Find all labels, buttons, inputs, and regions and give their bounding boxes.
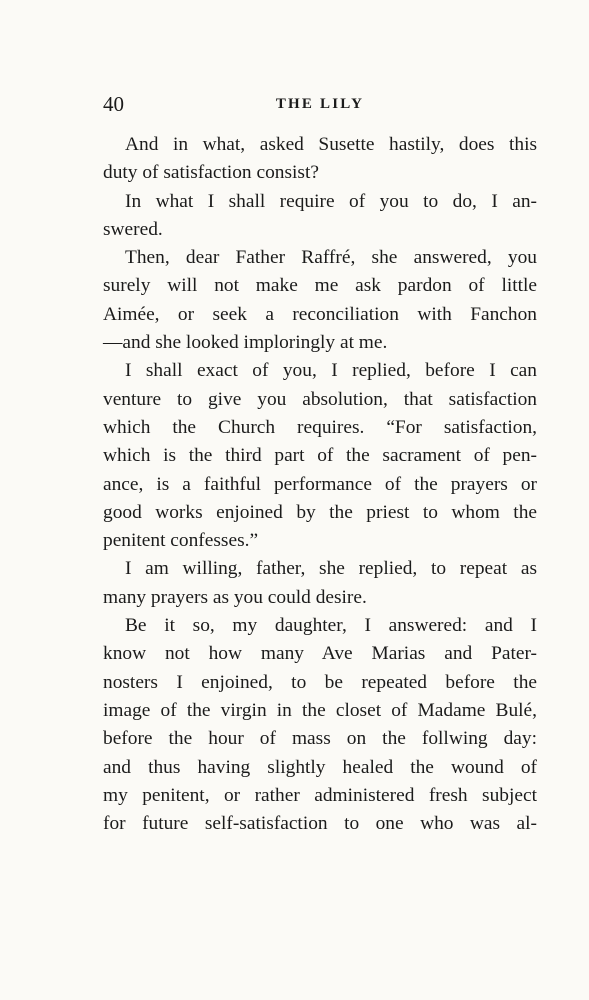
text-line: —and she looked imploringly at me. xyxy=(103,332,388,354)
text-line: And in what, asked Susette hastily, does this xyxy=(125,134,537,155)
text-line: In what I shall require of you to do, I an- xyxy=(125,190,537,212)
text-line: for future self-satisfaction to one who was al- xyxy=(103,813,537,835)
text-line: duty of satisfaction consist? xyxy=(103,162,319,184)
text-line: swered. xyxy=(103,218,163,240)
text-line: my penitent, or rather administered fresh subject xyxy=(103,784,537,806)
text-line: Then, dear Father Raffré, she answered, you xyxy=(125,247,537,269)
text-line: I shall exact of you, I replied, before I can xyxy=(125,360,537,382)
page-number: 40 xyxy=(103,92,124,116)
text-line: venture to give you absolution, that satisfaction xyxy=(103,388,537,410)
text-line: good works enjoined by the priest to whom the xyxy=(103,501,537,523)
text-line: which is the third part of the sacrament of pen- xyxy=(103,445,537,467)
text-line: Be it so, my daughter, I answered: and I xyxy=(125,615,537,637)
text-line: Aimée, or seek a reconciliation with Fanchon xyxy=(103,303,537,325)
running-title: THE LILY xyxy=(275,96,365,112)
text-line: I am willing, father, she replied, to repeat as xyxy=(125,558,537,580)
text-line: image of the virgin in the closet of Madame Bulé, xyxy=(103,699,537,721)
text-line: before the hour of mass on the follwing day: xyxy=(103,728,537,750)
text-line: nosters I enjoined, to be repeated before the xyxy=(103,671,537,693)
text-line: and thus having slightly healed the wound of xyxy=(103,756,537,778)
text-line: which the Church requires. “For satisfaction, xyxy=(103,416,537,438)
text-line: many prayers as you could desire. xyxy=(103,586,367,608)
body-text xyxy=(103,131,537,838)
text-line: penitent confesses.” xyxy=(103,530,259,552)
text-line: surely will not make me ask pardon of little xyxy=(103,275,537,297)
page-header xyxy=(103,92,537,122)
text-line: ance, is a faithful performance of the prayers or xyxy=(103,473,537,495)
text-line: know not how many Ave Marias and Pater- xyxy=(103,643,537,665)
